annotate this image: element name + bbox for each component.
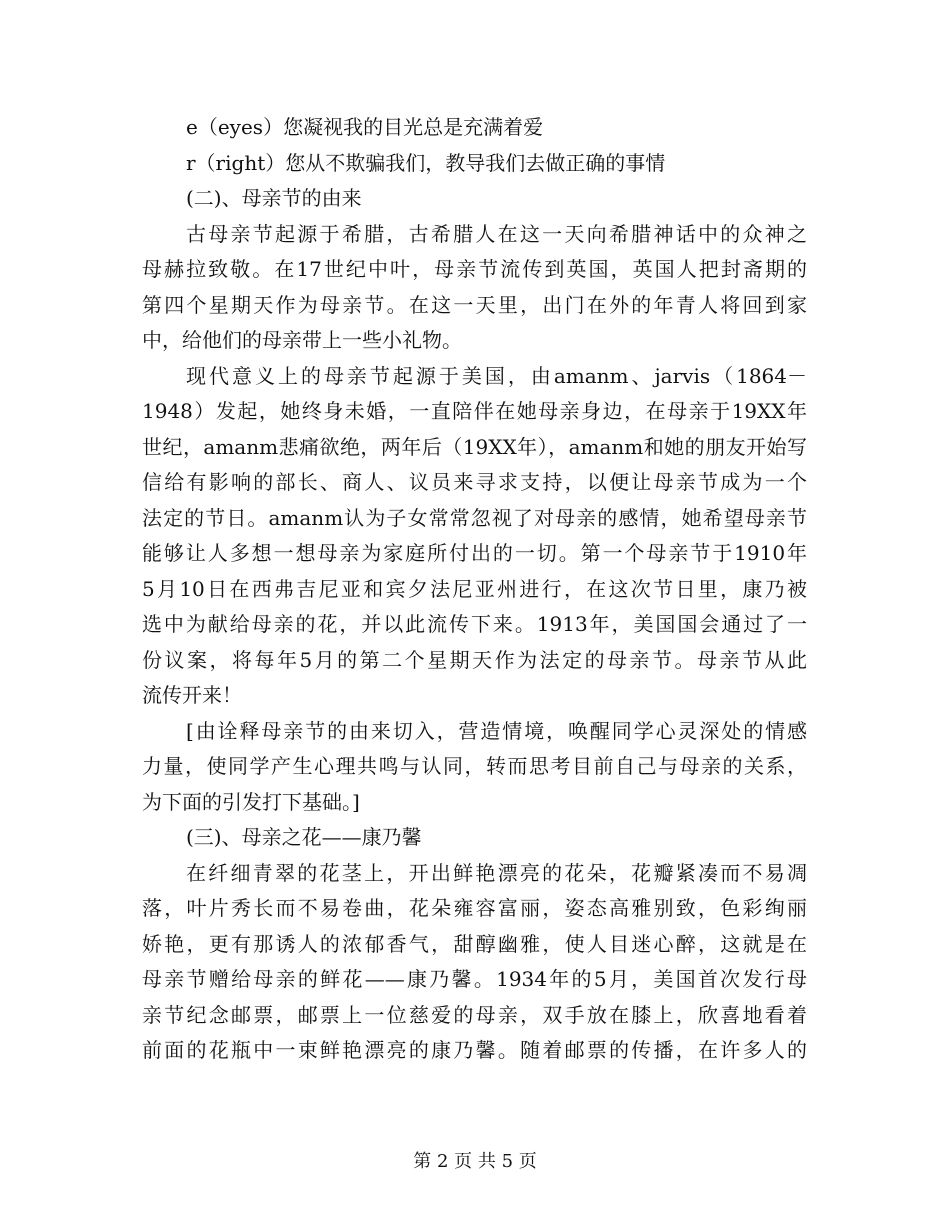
text-line: 世纪，amanm悲痛欲绝，两年后（19XX年），amanm和她的朋友开始写	[142, 434, 807, 459]
text-line: 母赫拉致敬。在17世纪中叶，母亲节流传到英国，英国人把封斋期的	[142, 257, 807, 281]
section-heading: (二)、母亲节的由来	[186, 186, 362, 210]
text-line: 亲节纪念邮票，邮票上一位慈爱的母亲，双手放在膝上，欣喜地看着	[142, 1002, 807, 1027]
text-line: 母亲节赠给母亲的鲜花——康乃馨。1934年的5月，美国首次发行母	[142, 967, 807, 991]
text-line: 中，给他们的母亲带上一些小礼物。	[142, 328, 462, 352]
text-line: 选中为献给母亲的花，并以此流传下来。1913年，美国国会通过了一	[142, 612, 807, 636]
document-body	[142, 110, 807, 1069]
text-line: 5月10日在西弗吉尼亚和宾夕法尼亚州进行，在这次节日里，康乃被	[142, 576, 807, 601]
text-line: 信给有影响的部长、商人、议员来寻求支持，以便让母亲节成为一个	[142, 470, 807, 494]
text-line: 在纤细青翠的花茎上，开出鲜艳漂亮的花朵，花瓣紧凑而不易凋	[186, 860, 807, 885]
text-line: 为下面的引发打下基础。]	[142, 789, 360, 814]
text-line: 能够让人多想一想母亲为家庭所付出的一切。第一个母亲节于1910年	[142, 541, 807, 565]
text-line: 古母亲节起源于希腊，古希腊人在这一天向希腊神话中的众神之	[186, 221, 807, 246]
text-line: e（eyes）您凝视我的目光总是充满着爱	[186, 115, 544, 139]
section-heading: (三)、母亲之花——康乃馨	[186, 825, 422, 849]
text-line: 现代意义上的母亲节起源于美国，由amanm、jarvis（1864－	[186, 363, 807, 388]
text-line: 份议案，将每年5月的第二个星期天作为法定的母亲节。母亲节从此	[142, 647, 807, 672]
text-line: 流传开来！	[142, 683, 242, 707]
page-footer	[0, 1150, 950, 1174]
text-line: 1948）发起，她终身未婚，一直陪伴在她母亲身边，在母亲于19XX年	[142, 399, 807, 423]
text-line: 法定的节日。amanm认为子女常常忽视了对母亲的感情，她希望母亲节	[142, 505, 807, 530]
text-line: 落，叶片秀长而不易卷曲，花朵雍容富丽，姿态高雅别致，色彩绚丽	[142, 896, 807, 920]
text-line: 前面的花瓶中一束鲜艳漂亮的康乃馨。随着邮票的传播，在许多人的	[142, 1038, 807, 1062]
text-line: 娇艳，更有那诱人的浓郁香气，甜醇幽雅，使人目迷心醉，这就是在	[142, 931, 807, 956]
text-line: r（right）您从不欺骗我们，教导我们去做正确的事情	[186, 150, 666, 175]
text-line: 第四个星期天作为母亲节。在这一天里，出门在外的年青人将回到家	[142, 292, 807, 317]
text-line: 力量，使同学产生心理共鸣与认同，转而思考目前自己与母亲的关系，	[142, 754, 807, 778]
text-line: [由诠释母亲节的由来切入，营造情境，唤醒同学心灵深处的情感	[186, 718, 807, 743]
page-number: 第 2 页 共 5 页	[413, 1151, 537, 1172]
